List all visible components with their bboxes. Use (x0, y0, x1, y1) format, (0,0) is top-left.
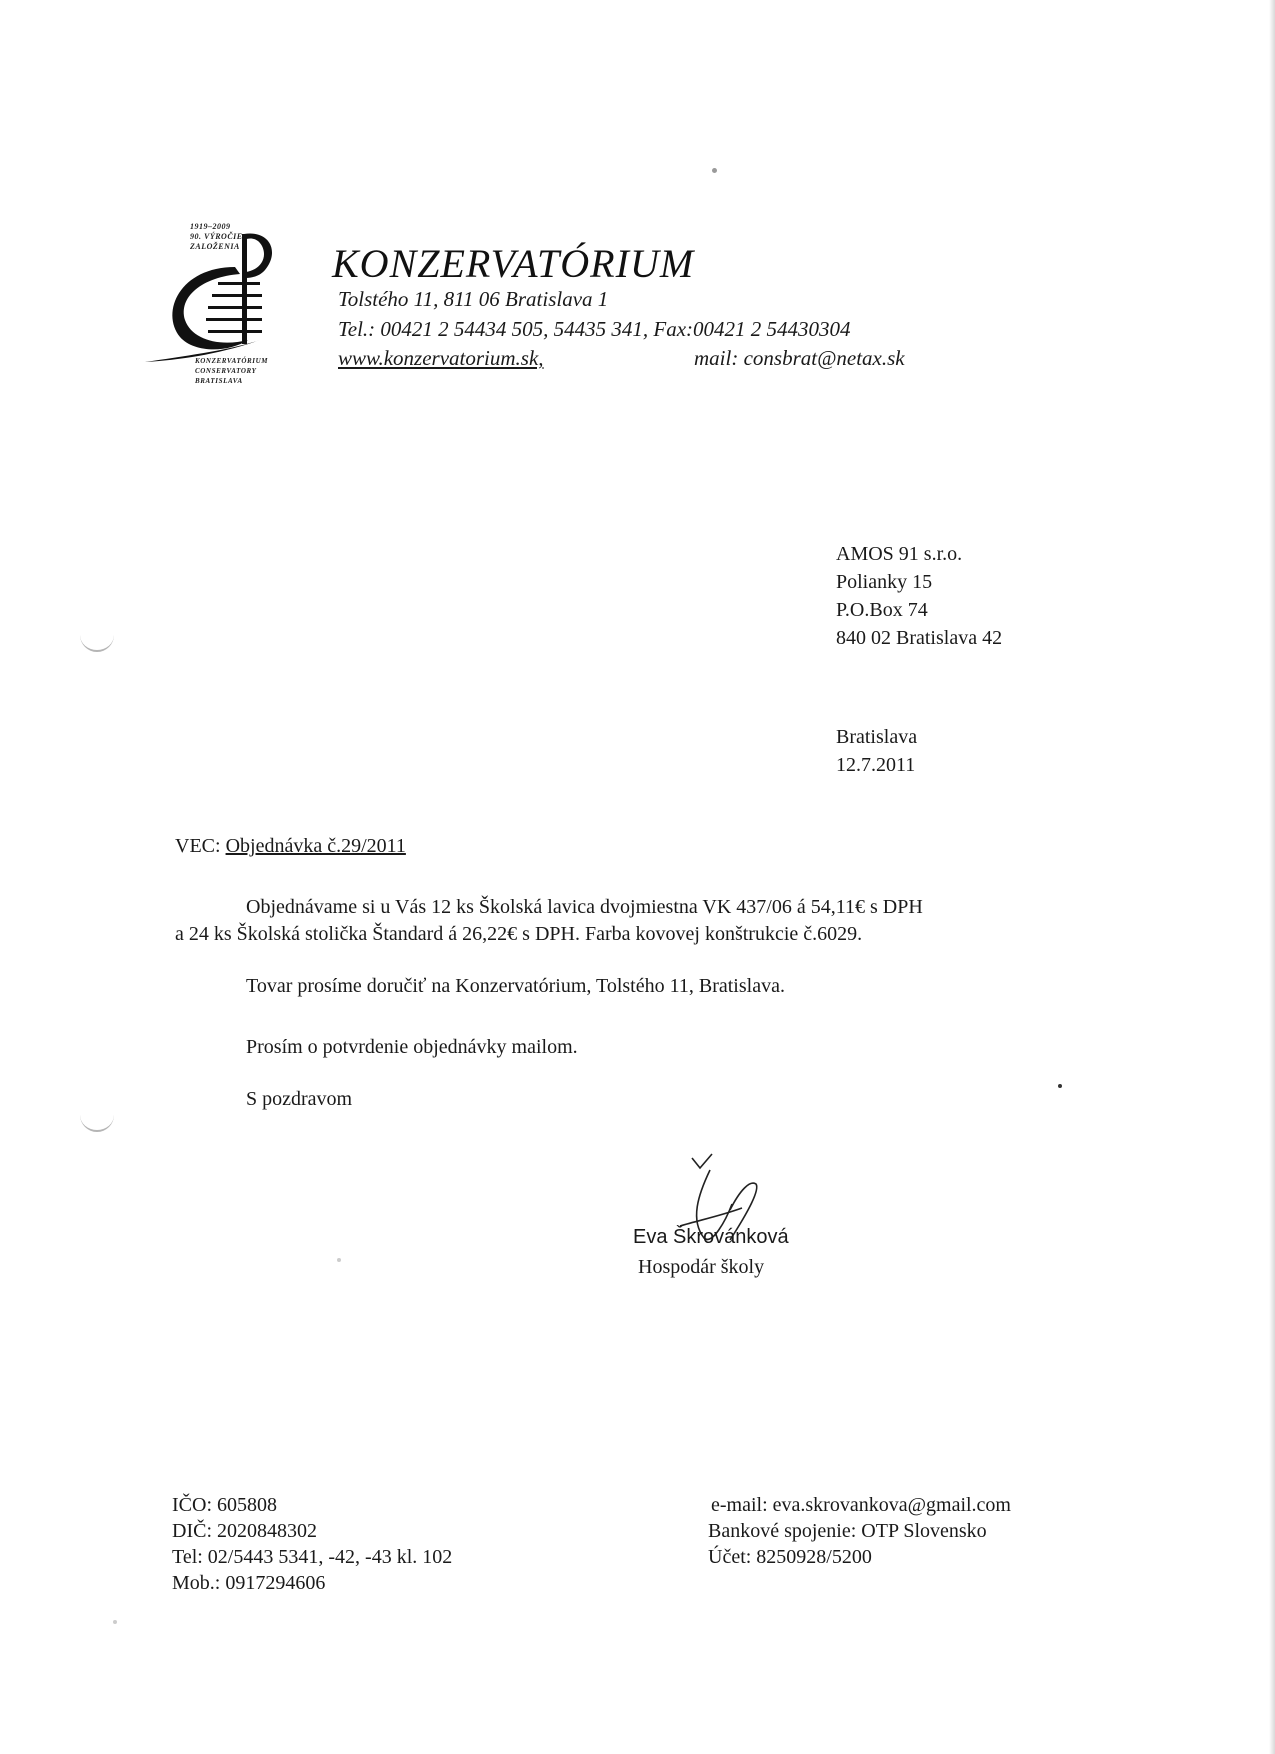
signer-name: Eva Škrovánková (633, 1226, 789, 1248)
website-link[interactable]: www.konzervatorium.sk, (338, 346, 544, 370)
footer-dic: DIČ: 2020848302 (172, 1520, 317, 1542)
footer-company-ids (172, 1492, 452, 1596)
date: 12.7.2011 (836, 754, 916, 776)
scan-speck (337, 1258, 341, 1262)
closing-greeting: S pozdravom (246, 1088, 353, 1110)
scan-speck (712, 168, 717, 173)
subject-label: VEC: (175, 835, 226, 857)
school-logo (140, 222, 305, 392)
footer-mob: Mob.: 0917294606 (172, 1572, 326, 1594)
punch-hole-mark (80, 1110, 114, 1132)
punch-hole-mark (80, 630, 114, 652)
delivery-paragraph: Tovar prosíme doručiť na Konzervatórium, Tolstého 11, Bratislava. (246, 975, 785, 997)
recipient-line: P.O.Box 74 (836, 599, 928, 621)
subject-value: Objednávka č.29/2011 (225, 835, 406, 857)
mail-label: mail: (694, 346, 744, 370)
logo-anniversary-text: 1919–2009 90. VÝROČIE ZALOŽENIA (190, 222, 243, 251)
order-paragraph-line-2: a 24 ks Školská stolička Štandard á 26,22€ s DPH. Farba kovovej konštrukcie č.6029. (175, 923, 863, 945)
organization-address: Tolstého 11, 811 06 Bratislava 1 (338, 287, 609, 311)
footer-contact-bank (708, 1492, 1011, 1570)
organization-name: KONZERVATÓRIUM (332, 241, 695, 286)
recipient-line: Polianky 15 (836, 571, 933, 593)
footer-email: e-mail: eva.skrovankova@gmail.com (711, 1494, 1011, 1516)
recipient-line: 840 02 Bratislava 42 (836, 627, 1003, 649)
footer-tel: Tel: 02/5443 5341, -42, -43 kl. 102 (172, 1546, 453, 1568)
organization-mail (694, 346, 905, 371)
scan-speck (113, 1620, 117, 1624)
footer-ico: IČO: 605808 (172, 1494, 277, 1516)
mail-link[interactable]: consbrat@netax.sk (743, 346, 905, 370)
recipient-line: AMOS 91 s.r.o. (836, 543, 963, 565)
signer-title: Hospodár školy (638, 1256, 765, 1278)
place: Bratislava (836, 726, 918, 748)
footer-bank: Bankové spojenie: OTP Slovensko (708, 1520, 987, 1542)
organization-website (338, 346, 544, 371)
recipient-address (836, 540, 1002, 652)
confirmation-paragraph: Prosím o potvrdenie objednávky mailom. (246, 1036, 578, 1058)
subject-line (175, 835, 406, 858)
organization-phone: Tel.: 00421 2 54434 505, 54435 341, Fax:00421 2 54430304 (338, 317, 851, 341)
logo-name-text: KONZERVATÓRIUM CONSERVATORY BRATISLAVA (195, 357, 269, 385)
page-edge-shadow (1269, 0, 1275, 1754)
footer-account: Účet: 8250928/5200 (708, 1546, 872, 1568)
order-paragraph-line-1: Objednávame si u Vás 12 ks Školská lavica dvojmiestna VK 437/06 á 54,11€ s DPH (246, 896, 923, 918)
place-and-date (836, 723, 917, 779)
scan-speck (1058, 1084, 1062, 1088)
